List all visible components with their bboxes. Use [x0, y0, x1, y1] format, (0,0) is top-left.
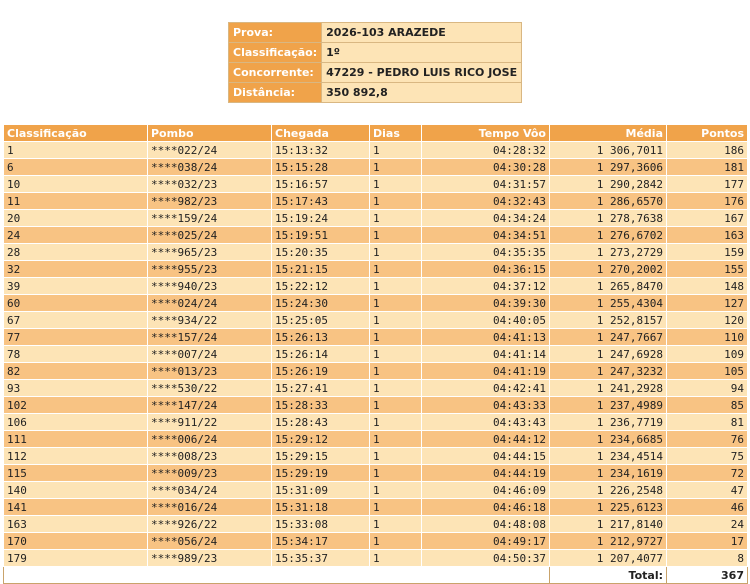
- cell-dias: 1: [370, 363, 422, 380]
- cell-chegada: 15:19:24: [272, 210, 370, 227]
- cell-pontos: 47: [667, 482, 748, 499]
- cell-dias: 1: [370, 295, 422, 312]
- cell-chegada: 15:29:19: [272, 465, 370, 482]
- cell-pombo: ****965/23: [148, 244, 272, 261]
- cell-dias: 1: [370, 210, 422, 227]
- cell-media: 1 290,2842: [550, 176, 667, 193]
- cell-media: 1 270,2002: [550, 261, 667, 278]
- info-row: [229, 63, 522, 83]
- cell-chegada: 15:15:28: [272, 159, 370, 176]
- cell-classificacao: 6: [4, 159, 148, 176]
- table-row[interactable]: [4, 312, 748, 329]
- cell-pontos: 159: [667, 244, 748, 261]
- info-row: [229, 23, 522, 43]
- info-label: Prova:: [229, 23, 322, 43]
- table-row[interactable]: [4, 295, 748, 312]
- cell-chegada: 15:22:12: [272, 278, 370, 295]
- cell-classificacao: 82: [4, 363, 148, 380]
- cell-pombo: ****926/22: [148, 516, 272, 533]
- cell-media: 1 241,2928: [550, 380, 667, 397]
- total-value: 367: [667, 567, 748, 584]
- cell-classificacao: 115: [4, 465, 148, 482]
- cell-media: 1 247,3232: [550, 363, 667, 380]
- cell-tempo-voo: 04:34:24: [422, 210, 550, 227]
- cell-tempo-voo: 04:44:15: [422, 448, 550, 465]
- cell-pontos: 72: [667, 465, 748, 482]
- cell-pontos: 167: [667, 210, 748, 227]
- cell-media: 1 273,2729: [550, 244, 667, 261]
- table-row[interactable]: [4, 176, 748, 193]
- cell-pombo: ****159/24: [148, 210, 272, 227]
- cell-dias: 1: [370, 448, 422, 465]
- cell-pombo: ****934/22: [148, 312, 272, 329]
- col-header-dias[interactable]: Dias: [370, 125, 422, 142]
- cell-pombo: ****022/24: [148, 142, 272, 159]
- cell-classificacao: 112: [4, 448, 148, 465]
- cell-classificacao: 77: [4, 329, 148, 346]
- cell-media: 1 297,3606: [550, 159, 667, 176]
- cell-classificacao: 39: [4, 278, 148, 295]
- cell-media: 1 286,6570: [550, 193, 667, 210]
- cell-pontos: 181: [667, 159, 748, 176]
- cell-pontos: 81: [667, 414, 748, 431]
- cell-classificacao: 32: [4, 261, 148, 278]
- table-row[interactable]: [4, 329, 748, 346]
- table-row[interactable]: [4, 380, 748, 397]
- cell-media: 1 207,4077: [550, 550, 667, 567]
- race-info-panel: [228, 22, 522, 103]
- cell-pontos: 155: [667, 261, 748, 278]
- col-header-media[interactable]: Média: [550, 125, 667, 142]
- cell-pombo: ****016/24: [148, 499, 272, 516]
- cell-chegada: 15:31:09: [272, 482, 370, 499]
- table-row[interactable]: [4, 397, 748, 414]
- col-header-classificacao[interactable]: Classificação: [4, 125, 148, 142]
- cell-media: 1 217,8140: [550, 516, 667, 533]
- table-row[interactable]: [4, 363, 748, 380]
- total-spacer: [4, 567, 550, 584]
- cell-chegada: 15:16:57: [272, 176, 370, 193]
- table-row[interactable]: [4, 142, 748, 159]
- cell-pontos: 127: [667, 295, 748, 312]
- cell-media: 1 225,6123: [550, 499, 667, 516]
- cell-pontos: 148: [667, 278, 748, 295]
- col-header-chegada[interactable]: Chegada: [272, 125, 370, 142]
- cell-media: 1 265,8470: [550, 278, 667, 295]
- cell-classificacao: 170: [4, 533, 148, 550]
- cell-dias: 1: [370, 193, 422, 210]
- cell-media: 1 237,4989: [550, 397, 667, 414]
- cell-pombo: ****940/23: [148, 278, 272, 295]
- cell-media: 1 234,6685: [550, 431, 667, 448]
- cell-classificacao: 141: [4, 499, 148, 516]
- cell-pontos: 75: [667, 448, 748, 465]
- cell-tempo-voo: 04:46:18: [422, 499, 550, 516]
- table-row[interactable]: [4, 210, 748, 227]
- cell-classificacao: 102: [4, 397, 148, 414]
- cell-media: 1 236,7719: [550, 414, 667, 431]
- cell-tempo-voo: 04:44:12: [422, 431, 550, 448]
- cell-pontos: 76: [667, 431, 748, 448]
- cell-pontos: 8: [667, 550, 748, 567]
- cell-chegada: 15:33:08: [272, 516, 370, 533]
- cell-pontos: 46: [667, 499, 748, 516]
- col-header-pontos[interactable]: Pontos: [667, 125, 748, 142]
- cell-classificacao: 179: [4, 550, 148, 567]
- table-row[interactable]: [4, 244, 748, 261]
- table-row[interactable]: [4, 193, 748, 210]
- table-row[interactable]: [4, 431, 748, 448]
- cell-media: 1 226,2548: [550, 482, 667, 499]
- cell-dias: 1: [370, 414, 422, 431]
- cell-chegada: 15:31:18: [272, 499, 370, 516]
- cell-chegada: 15:24:30: [272, 295, 370, 312]
- cell-pontos: 85: [667, 397, 748, 414]
- table-row[interactable]: [4, 159, 748, 176]
- cell-pombo: ****989/23: [148, 550, 272, 567]
- cell-tempo-voo: 04:36:15: [422, 261, 550, 278]
- cell-pombo: ****013/23: [148, 363, 272, 380]
- cell-classificacao: 163: [4, 516, 148, 533]
- table-row[interactable]: [4, 550, 748, 567]
- cell-pombo: ****009/23: [148, 465, 272, 482]
- cell-dias: 1: [370, 465, 422, 482]
- cell-chegada: 15:27:41: [272, 380, 370, 397]
- table-row[interactable]: [4, 482, 748, 499]
- cell-pombo: ****034/24: [148, 482, 272, 499]
- table-row[interactable]: [4, 516, 748, 533]
- cell-tempo-voo: 04:46:09: [422, 482, 550, 499]
- cell-pontos: 186: [667, 142, 748, 159]
- cell-dias: 1: [370, 533, 422, 550]
- cell-pontos: 177: [667, 176, 748, 193]
- cell-pontos: 110: [667, 329, 748, 346]
- cell-pombo: ****530/22: [148, 380, 272, 397]
- cell-media: 1 247,6928: [550, 346, 667, 363]
- cell-tempo-voo: 04:28:32: [422, 142, 550, 159]
- cell-pontos: 105: [667, 363, 748, 380]
- cell-tempo-voo: 04:32:43: [422, 193, 550, 210]
- total-label: Total:: [550, 567, 667, 584]
- cell-classificacao: 10: [4, 176, 148, 193]
- cell-pontos: 24: [667, 516, 748, 533]
- cell-dias: 1: [370, 176, 422, 193]
- cell-dias: 1: [370, 482, 422, 499]
- cell-pontos: 120: [667, 312, 748, 329]
- cell-chegada: 15:28:43: [272, 414, 370, 431]
- cell-dias: 1: [370, 261, 422, 278]
- cell-dias: 1: [370, 550, 422, 567]
- cell-chegada: 15:20:35: [272, 244, 370, 261]
- cell-chegada: 15:26:19: [272, 363, 370, 380]
- cell-chegada: 15:29:12: [272, 431, 370, 448]
- cell-dias: 1: [370, 397, 422, 414]
- cell-dias: 1: [370, 312, 422, 329]
- cell-media: 1 306,7011: [550, 142, 667, 159]
- cell-media: 1 252,8157: [550, 312, 667, 329]
- info-label: Concorrente:: [229, 63, 322, 83]
- cell-tempo-voo: 04:30:28: [422, 159, 550, 176]
- cell-classificacao: 140: [4, 482, 148, 499]
- table-row[interactable]: [4, 278, 748, 295]
- cell-tempo-voo: 04:41:13: [422, 329, 550, 346]
- col-header-pombo[interactable]: Pombo: [148, 125, 272, 142]
- cell-dias: 1: [370, 499, 422, 516]
- cell-classificacao: 78: [4, 346, 148, 363]
- cell-pombo: ****911/22: [148, 414, 272, 431]
- cell-chegada: 15:29:15: [272, 448, 370, 465]
- cell-media: 1 212,9727: [550, 533, 667, 550]
- cell-classificacao: 111: [4, 431, 148, 448]
- cell-media: 1 234,1619: [550, 465, 667, 482]
- info-label: Distância:: [229, 83, 322, 103]
- cell-pontos: 176: [667, 193, 748, 210]
- table-row[interactable]: [4, 414, 748, 431]
- cell-classificacao: 1: [4, 142, 148, 159]
- info-label: Classificação:: [229, 43, 322, 63]
- cell-tempo-voo: 04:41:19: [422, 363, 550, 380]
- cell-tempo-voo: 04:41:14: [422, 346, 550, 363]
- cell-pombo: ****006/24: [148, 431, 272, 448]
- cell-pombo: ****032/23: [148, 176, 272, 193]
- info-row: [229, 43, 522, 63]
- table-row[interactable]: [4, 499, 748, 516]
- cell-tempo-voo: 04:43:43: [422, 414, 550, 431]
- cell-chegada: 15:28:33: [272, 397, 370, 414]
- cell-tempo-voo: 04:42:41: [422, 380, 550, 397]
- cell-chegada: 15:34:17: [272, 533, 370, 550]
- cell-pombo: ****038/24: [148, 159, 272, 176]
- cell-classificacao: 11: [4, 193, 148, 210]
- cell-tempo-voo: 04:43:33: [422, 397, 550, 414]
- cell-chegada: 15:19:51: [272, 227, 370, 244]
- cell-pombo: ****024/24: [148, 295, 272, 312]
- table-row[interactable]: [4, 261, 748, 278]
- results-table: [3, 124, 748, 584]
- cell-classificacao: 106: [4, 414, 148, 431]
- cell-pombo: ****147/24: [148, 397, 272, 414]
- cell-chegada: 15:26:14: [272, 346, 370, 363]
- info-row: [229, 83, 522, 103]
- cell-media: 1 247,7667: [550, 329, 667, 346]
- cell-classificacao: 93: [4, 380, 148, 397]
- info-value: 1º: [322, 43, 522, 63]
- cell-tempo-voo: 04:34:51: [422, 227, 550, 244]
- cell-chegada: 15:17:43: [272, 193, 370, 210]
- cell-dias: 1: [370, 278, 422, 295]
- cell-pombo: ****056/24: [148, 533, 272, 550]
- cell-pombo: ****025/24: [148, 227, 272, 244]
- cell-media: 1 278,7638: [550, 210, 667, 227]
- cell-chegada: 15:13:32: [272, 142, 370, 159]
- cell-tempo-voo: 04:48:08: [422, 516, 550, 533]
- cell-tempo-voo: 04:50:37: [422, 550, 550, 567]
- cell-pontos: 94: [667, 380, 748, 397]
- cell-media: 1 234,4514: [550, 448, 667, 465]
- cell-classificacao: 60: [4, 295, 148, 312]
- cell-dias: 1: [370, 142, 422, 159]
- cell-tempo-voo: 04:31:57: [422, 176, 550, 193]
- cell-chegada: 15:26:13: [272, 329, 370, 346]
- cell-chegada: 15:35:37: [272, 550, 370, 567]
- cell-dias: 1: [370, 516, 422, 533]
- cell-tempo-voo: 04:35:35: [422, 244, 550, 261]
- cell-pontos: 163: [667, 227, 748, 244]
- cell-dias: 1: [370, 329, 422, 346]
- cell-media: 1 255,4304: [550, 295, 667, 312]
- table-row[interactable]: [4, 448, 748, 465]
- cell-pontos: 17: [667, 533, 748, 550]
- table-row[interactable]: [4, 346, 748, 363]
- cell-tempo-voo: 04:49:17: [422, 533, 550, 550]
- cell-dias: 1: [370, 431, 422, 448]
- total-row: [4, 567, 748, 584]
- cell-chegada: 15:21:15: [272, 261, 370, 278]
- cell-media: 1 276,6702: [550, 227, 667, 244]
- info-value: 47229 - PEDRO LUIS RICO JOSE: [322, 63, 522, 83]
- cell-pombo: ****157/24: [148, 329, 272, 346]
- cell-tempo-voo: 04:37:12: [422, 278, 550, 295]
- cell-pontos: 109: [667, 346, 748, 363]
- cell-dias: 1: [370, 346, 422, 363]
- cell-classificacao: 67: [4, 312, 148, 329]
- cell-tempo-voo: 04:40:05: [422, 312, 550, 329]
- cell-pombo: ****007/24: [148, 346, 272, 363]
- col-header-tempo-voo[interactable]: Tempo Vôo: [422, 125, 550, 142]
- cell-pombo: ****982/23: [148, 193, 272, 210]
- cell-tempo-voo: 04:44:19: [422, 465, 550, 482]
- table-row[interactable]: [4, 533, 748, 550]
- cell-dias: 1: [370, 159, 422, 176]
- cell-classificacao: 28: [4, 244, 148, 261]
- cell-dias: 1: [370, 244, 422, 261]
- cell-pombo: ****955/23: [148, 261, 272, 278]
- cell-tempo-voo: 04:39:30: [422, 295, 550, 312]
- table-header-row: [4, 125, 748, 142]
- cell-classificacao: 20: [4, 210, 148, 227]
- info-value: 350 892,8: [322, 83, 522, 103]
- table-row[interactable]: [4, 465, 748, 482]
- cell-dias: 1: [370, 380, 422, 397]
- cell-dias: 1: [370, 227, 422, 244]
- table-row[interactable]: [4, 227, 748, 244]
- cell-pombo: ****008/23: [148, 448, 272, 465]
- info-value: 2026-103 ARAZEDE: [322, 23, 522, 43]
- cell-classificacao: 24: [4, 227, 148, 244]
- cell-chegada: 15:25:05: [272, 312, 370, 329]
